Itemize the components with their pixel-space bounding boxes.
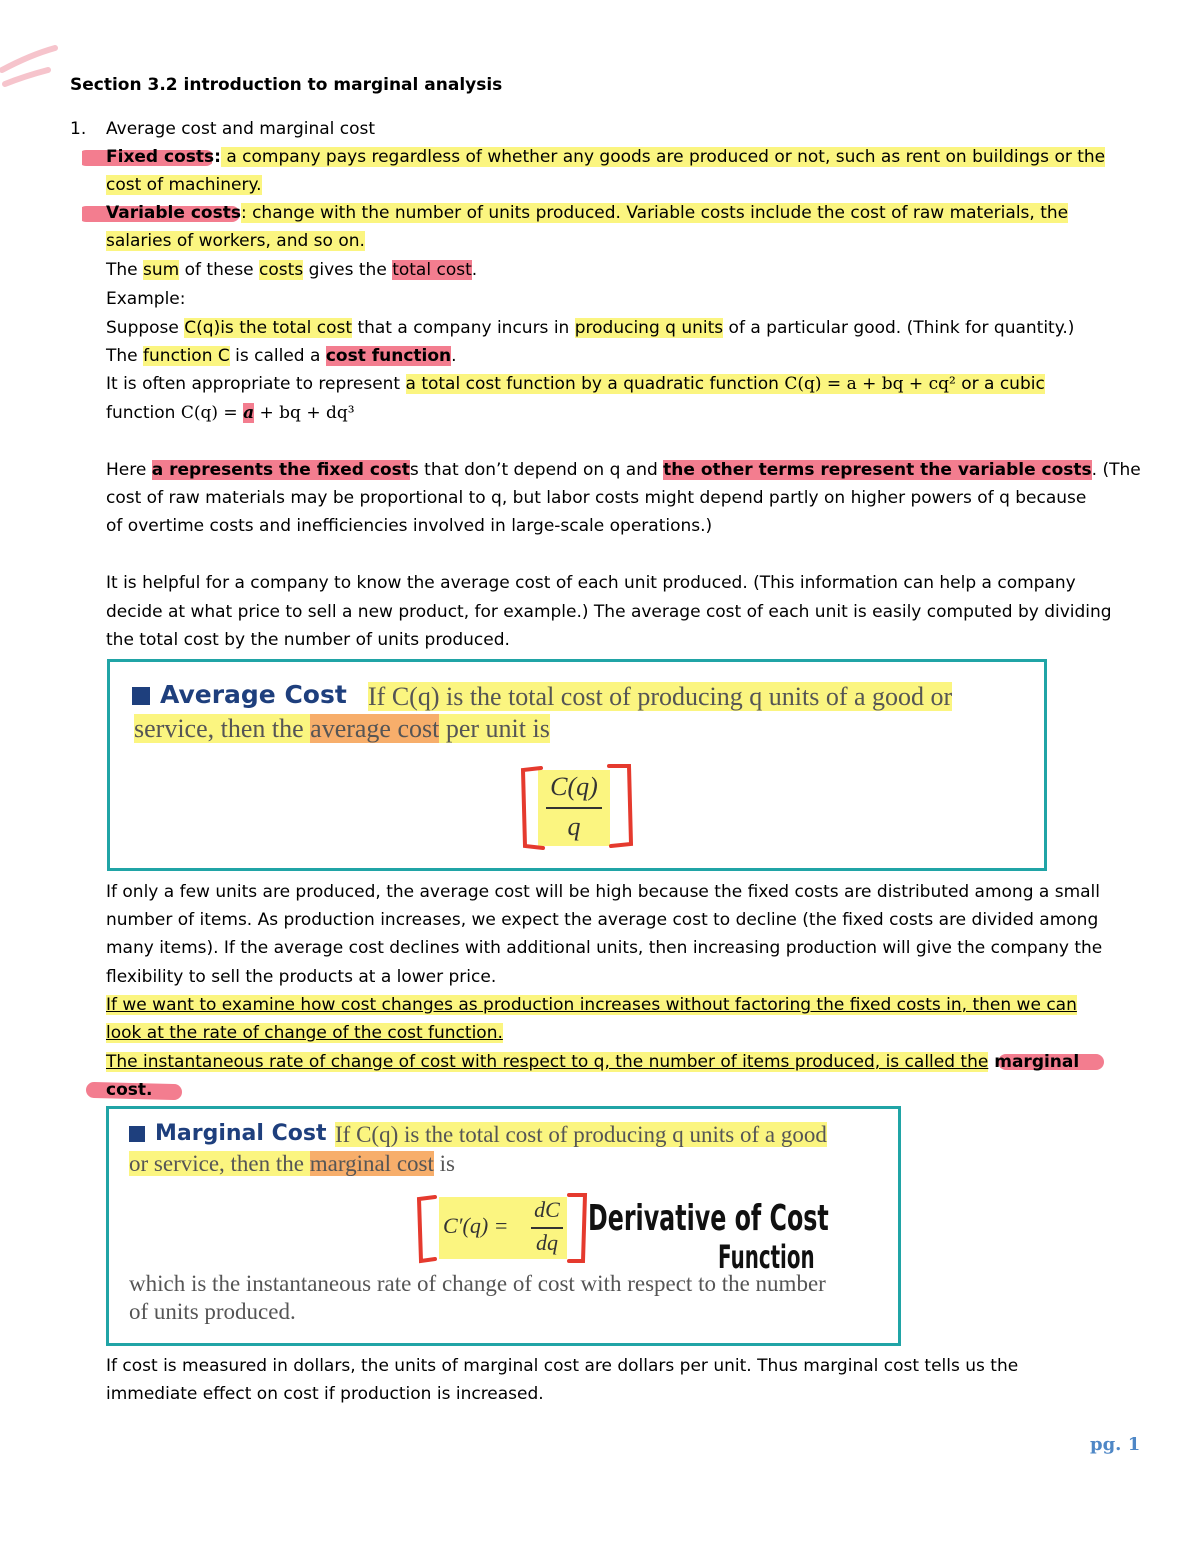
examine-line-2: look at the rate of change of the cost function. [106, 1023, 503, 1043]
fraction-bar [546, 807, 602, 809]
fewunits-line-2: number of items. As production increases, we expect the average cost to decline (the fixed costs are divided among [106, 910, 1099, 930]
marginal-word: marginal [988, 1052, 1080, 1072]
pink-mark-decoration [0, 40, 60, 90]
text: . [471, 260, 478, 280]
text: Suppose [106, 318, 185, 338]
total-cost-highlight: total cost [392, 260, 472, 280]
handwritten-note-line-2: Function [718, 1238, 815, 1276]
variable-costs-line-1 [106, 199, 1068, 227]
fixed-costs-label: Fixed costs: [106, 147, 221, 167]
red-bracket-right-icon [605, 760, 641, 852]
marginal-cost-highlight: marginal cost [309, 1151, 434, 1176]
red-bracket-left-icon [413, 1193, 439, 1267]
average-cost-numerator: C(q) [550, 772, 598, 801]
text: It is often appropriate to represent [106, 374, 406, 394]
sum-line [106, 256, 477, 284]
fixed-term-a-highlight: a [243, 403, 255, 423]
quadratic-highlight: a total cost function by a quadratic function [405, 374, 785, 394]
here-line-2: cost of raw materials may be proportional to q, but labor costs might depend partly on higher powers of q because [106, 488, 1087, 508]
costs-highlight: costs [259, 260, 304, 280]
helpful-line-3: the total cost by the number of units produced. [106, 630, 510, 650]
cubic-formula-rest: + bq + dq³ [254, 403, 355, 423]
here-line-3: of overtime costs and inefficiencies involved in large-scale operations.) [106, 516, 713, 536]
helpful-line-1: It is helpful for a company to know the average cost of each unit produced. (This information can help a company [106, 573, 1076, 593]
text: Here [106, 460, 152, 480]
fixed-costs-definition-end: cost of machinery. [106, 175, 262, 195]
square-bullet-icon [132, 687, 150, 705]
suppose-line [106, 314, 1074, 342]
fraction-bar [531, 1227, 563, 1229]
here-line-1 [106, 456, 1141, 484]
marginal-cost-text-4: of units produced. [129, 1299, 296, 1324]
helpful-line-2: decide at what price to sell a new product, for example.) The average cost of each unit is easily computed by dividing [106, 602, 1112, 622]
red-bracket-left-icon [515, 762, 545, 854]
text: of a particular good. (Think for quantity.) [723, 318, 1075, 338]
fixed-costs-definition: a company pays regardless of whether any goods are produced or not, such as rent on buildings or the [220, 147, 1106, 167]
variable-costs-definition-end: salaries of workers, and so on. [106, 231, 365, 251]
fixed-costs-line-2 [106, 171, 262, 199]
text: s that don’t depend on q and [409, 460, 664, 480]
average-cost-title: Average Cost [132, 680, 347, 709]
fixed-costs-highlight: a represents the fixed cost [151, 460, 410, 480]
variable-costs-highlight: the other terms represent the variable costs [663, 460, 1092, 480]
marginal-cost-denominator: dq [536, 1230, 558, 1255]
dollars-line-1: If cost is measured in dollars, the units of marginal cost are dollars per unit. Thus marginal cost tells us the [106, 1356, 1019, 1376]
instant-line-1: The instantaneous rate of change of cost with respect to q, the number of items produced, is called the marginal [106, 1052, 1080, 1072]
text: function [106, 403, 181, 423]
often-line [106, 370, 1045, 398]
text: . [451, 346, 457, 366]
list-item-text: Average cost and marginal cost [106, 119, 376, 139]
average-cost-highlight: average cost [310, 714, 440, 743]
average-cost-box [107, 659, 1047, 871]
cubic-formula-lhs: C(q) = [180, 403, 244, 423]
text: The [106, 346, 144, 366]
text: that a company incurs in [352, 318, 575, 338]
handwritten-note-line-1: Derivative of Cost [588, 1198, 829, 1239]
dollars-line-2: immediate effect on cost if production is increased. [106, 1384, 544, 1404]
variable-costs-line-2 [106, 227, 365, 255]
marginal-cost-lhs: C′(q) = [443, 1213, 509, 1238]
text: gives the [303, 260, 393, 280]
marginal-cost-title: Marginal Cost [129, 1121, 326, 1146]
function-line [106, 342, 457, 370]
fewunits-line-3: many items). If the average cost declines with additional units, then increasing production will give the company the [106, 938, 1103, 958]
average-cost-denominator: q [567, 812, 581, 841]
page-number: pg. 1 [1090, 1434, 1141, 1455]
marginal-cost-text-3: which is the instantaneous rate of change of cost with respect to the number [129, 1271, 826, 1296]
quadratic-formula: C(q) = a + bq + cq² [784, 374, 956, 394]
text: is called a [229, 346, 326, 366]
total-cost-def-highlight: C(q)is the total cost [184, 318, 353, 338]
marginal-cost-text-1: If C(q) is the total cost of producing q units of a good [335, 1122, 827, 1147]
cost-function-highlight: cost function [325, 346, 452, 366]
text: . (The [1091, 460, 1141, 480]
marginal-cost-text-2: or service, then the marginal cost is [129, 1151, 455, 1176]
text: of these [179, 260, 260, 280]
fixed-costs-line-1 [106, 143, 1105, 171]
variable-costs-definition: : change with the number of units produced. Variable costs include the cost of raw materials, the [240, 203, 1069, 223]
fewunits-line-4: flexibility to sell the products at a lower price. [106, 967, 497, 987]
cubic-line [106, 399, 355, 427]
text: The [106, 260, 144, 280]
section-heading: Section 3.2 introduction to marginal analysis [70, 75, 503, 95]
sum-highlight: sum [143, 260, 180, 280]
examine-line-1: If we want to examine how cost changes as production increases without factoring the fixed costs in, then we can [106, 995, 1077, 1015]
average-cost-text-2: service, then the average cost per unit is [134, 714, 550, 743]
cubic-highlight: or a cubic [955, 374, 1045, 394]
average-cost-text-1: If C(q) is the total cost of producing q units of a good or [368, 682, 953, 711]
list-number: 1. [70, 119, 87, 139]
producing-q-units-highlight: producing q units [574, 318, 724, 338]
marginal-cost-numerator: dC [534, 1197, 560, 1222]
variable-costs-label: Variable costs [106, 203, 241, 223]
function-c-highlight: function C [143, 346, 230, 366]
example-label: Example: [106, 289, 186, 309]
fewunits-line-1: If only a few units are produced, the average cost will be high because the fixed costs are distributed among a small [106, 882, 1101, 902]
instant-line-2: cost. [106, 1080, 153, 1100]
square-bullet-icon [129, 1126, 145, 1142]
